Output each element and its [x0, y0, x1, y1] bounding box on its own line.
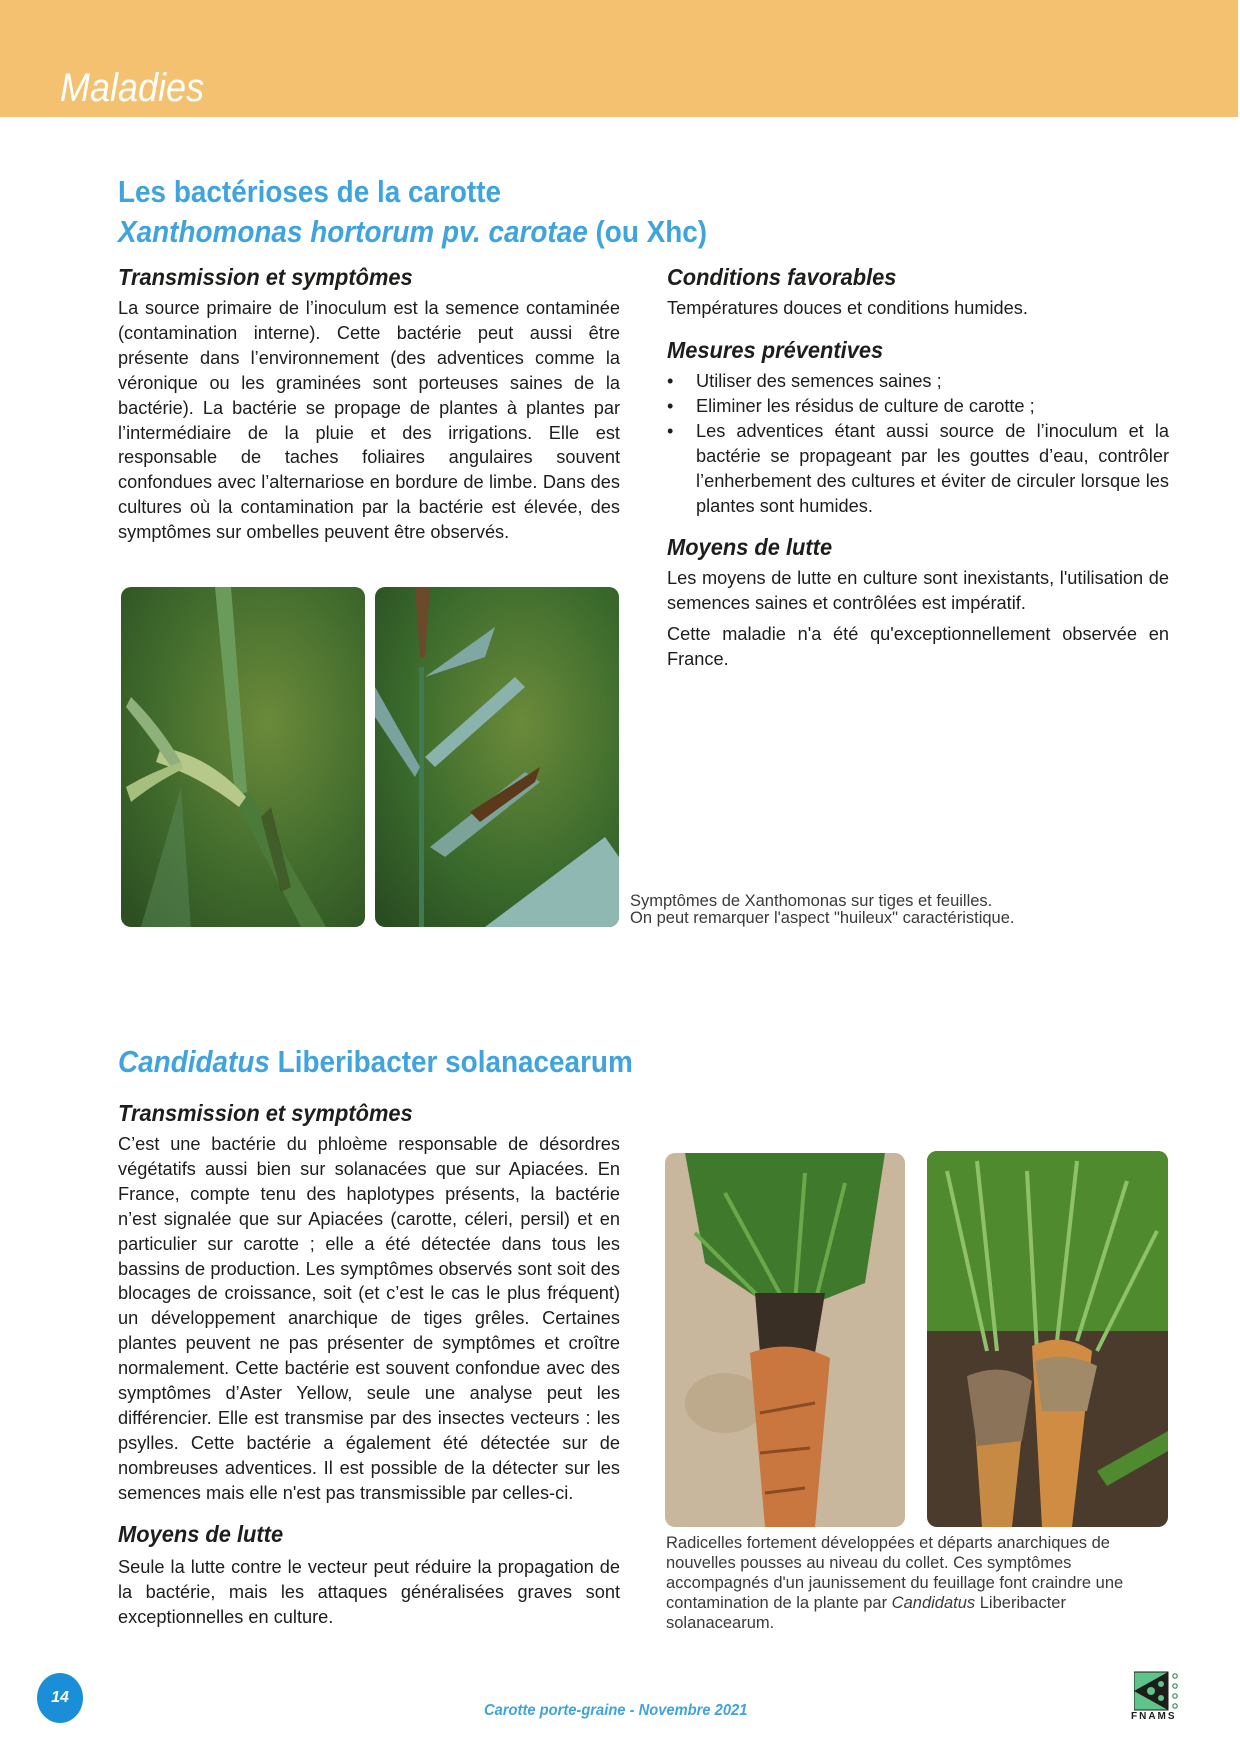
list-item: • Eliminer les résidus de culture de carotte ; — [667, 394, 1169, 419]
lutte-text-2 — [118, 1555, 620, 1630]
logo-text: FNAMS — [1131, 1711, 1177, 1722]
caption-line-1: Symptômes de Xanthomonas sur tiges et feuilles. — [630, 892, 993, 910]
list-item: • Utiliser des semences saines ; — [667, 369, 1169, 394]
heading-lutte-1: Moyens de lutte — [667, 534, 833, 560]
title-suffix: (ou Xhc) — [595, 214, 708, 249]
article-title-2 — [118, 1042, 633, 1082]
conditions-paragraph: Températures douces et conditions humides. — [667, 298, 1028, 318]
list-item: • Les adventices étant aussi source de l’inoculum et la bactérie se propageant par les gouttes d’eau, contrôler l’enherbement des cultures et éviter de circuler lorsque les plantes sont humides. — [667, 420, 1169, 516]
carrots-soil-illustration — [927, 1151, 1168, 1527]
photo-stem-symptoms — [121, 587, 365, 927]
leaf-photo-illustration — [375, 587, 619, 927]
mesures-list — [667, 369, 1169, 518]
title-species-2: Liberibacter solanacearum — [277, 1044, 633, 1079]
conditions-text — [667, 296, 1172, 321]
transmission-paragraph: La source primaire de l’inoculum est la semence contaminée (contamination interne). Cette bactérie peut aussi être présente dans l’environnement (des adventices comme la véronique ou les graminées sont porteuses saines de la bactérie). La bactérie se propage de plantes à plantes par l’intermédiaire de la pluie et des irrigations. Elle est responsable de taches foliaires angulaires souvent confondues avec l’alternariose en bordure de limbe. Dans des cultures où la contamination par la bactérie est élevée, des symptômes sur ombelles peuvent être observés. — [118, 298, 620, 543]
photo-leaf-symptoms — [375, 587, 619, 927]
caption-xanthomonas — [630, 893, 1110, 927]
bullet-icon: • — [667, 395, 674, 416]
header-banner — [0, 0, 1238, 117]
heading-mesures: Mesures préventives — [667, 337, 884, 363]
heading-lutte-2: Moyens de lutte — [118, 1521, 284, 1547]
caption-line-2: On peut remarquer l'aspect "huileux" caractéristique. — [630, 909, 1015, 927]
title-line-2 — [118, 212, 707, 252]
stem-photo-illustration — [121, 587, 365, 927]
bullet-icon: • — [667, 371, 674, 391]
lutte-text-1 — [667, 566, 1169, 672]
caption-species: Liberibacter solanacearum. — [666, 1594, 1066, 1632]
caption-liberibacter — [666, 1533, 1171, 1633]
lutte-paragraph-3: Seule la lutte contre le vecteur peut réduire la propagation de la bactérie, mais les attaques généralisées graves sont exceptionnelles en culture. — [118, 1557, 620, 1627]
photo-carrots-soil — [927, 1151, 1168, 1527]
carrot-photo-illustration — [665, 1153, 905, 1527]
lutte-paragraph-2: Cette maladie n'a été qu'exceptionnellement observée en France. — [667, 623, 1169, 669]
transmission-text — [118, 296, 620, 545]
title-genus: Candidatus — [118, 1044, 270, 1079]
lutte-paragraph-1: Les moyens de lutte en culture sont inexistants, l'utilisation de semences saines et contrôlées est impératif. — [667, 568, 1169, 613]
section-title: Maladies — [60, 66, 205, 110]
heading-transmission: Transmission et symptômes — [118, 264, 413, 290]
article-title-1 — [118, 172, 707, 252]
page-number: 14 — [51, 1689, 69, 1706]
title-line-1: Les bactérioses de la carotte — [118, 174, 502, 209]
transmission-paragraph-2: C’est une bactérie du phloème responsable de désordres végétatifs aussi bien sur solanacées que sur Apiacées. En France, compte tenu des haplotypes présents, la bactérie n’est signalée que sur Apiacées (carotte, céleri, persil) et en particulier sur carotte ; elle a été détectée dans tous les bassins de production. Les symptômes observés sont soit des blocages de croissance, soit (et c’est le cas le plus fréquent) un développement anarchique de tiges grêles. Certaines plantes peuvent ne pas présenter de symptômes et croître normalement. Cette bactérie est souvent confondue avec des symptômes d’Aster Yellow, seule une analyse peut les différencier. Elle est transmise par des insectes vecteurs : les psylles. Cette bactérie a également été détectée sur de nombreuses adventices. Il est possible de la détecter sur les semences mais elle n'est pas transmissible par celles-ci. — [118, 1134, 620, 1503]
caption-genus: Candidatus — [891, 1594, 976, 1612]
photo-carrot-paper — [665, 1153, 905, 1527]
footer-title: Carotte porte-graine - Novembre 2021 — [484, 1702, 748, 1719]
bullet-icon: • — [667, 420, 674, 441]
transmission-text-2 — [118, 1132, 620, 1506]
page-number-badge — [37, 1673, 83, 1723]
heading-transmission-2: Transmission et symptômes — [118, 1100, 413, 1126]
caption-text: Radicelles fortement développées et départs anarchiques de nouvelles pousses au niveau du collet. Ces symptômes accompagnés d'un jaunissement du feuillage font craindre une contamination de la plante par — [666, 1534, 1124, 1612]
title-species: Xanthomonas hortorum pv. carotae — [118, 214, 588, 249]
heading-conditions: Conditions favorables — [667, 264, 897, 290]
